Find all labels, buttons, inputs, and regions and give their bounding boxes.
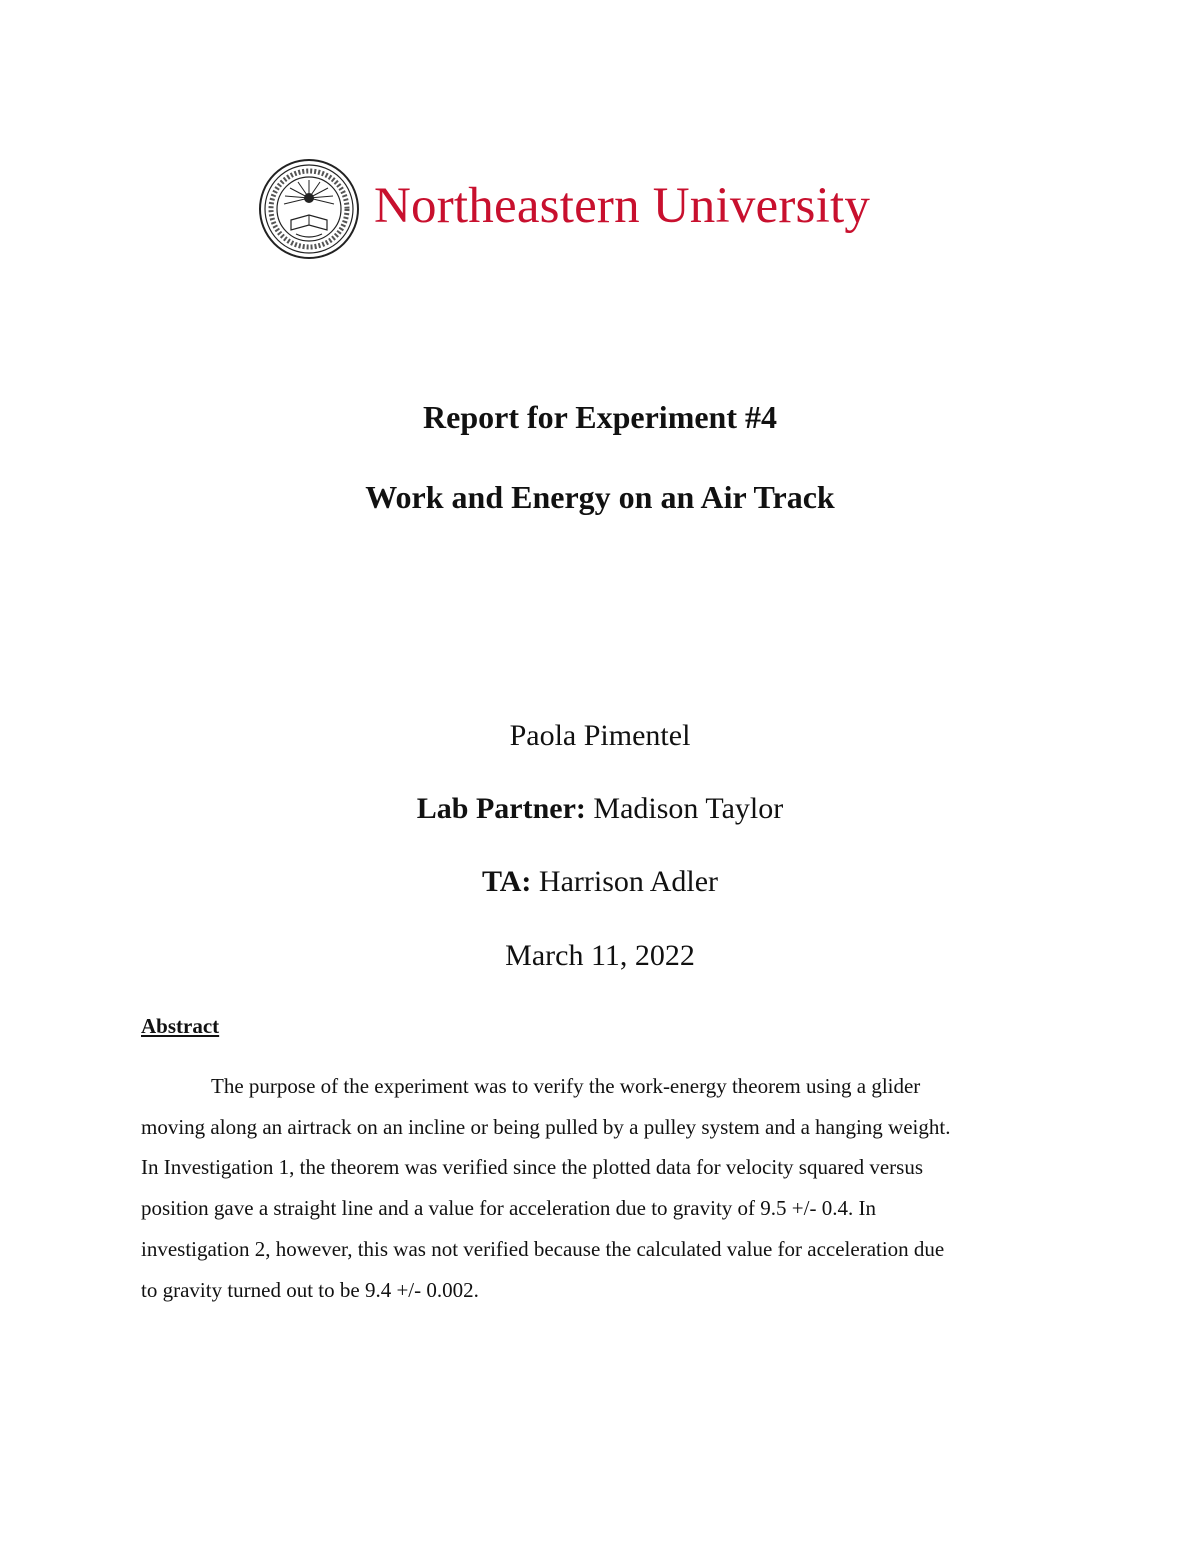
lab-partner-line xyxy=(0,790,1200,828)
university-logo xyxy=(258,158,948,264)
abstract-line: The purpose of the experiment was to verify the work-energy theorem using a glider xyxy=(211,1074,921,1098)
ta-name: Harrison Adler xyxy=(538,865,719,898)
lab-partner-name: Madison Taylor xyxy=(593,792,784,825)
abstract-line: moving along an airtrack on an incline or being pulled by a pulley system and a hanging weight. xyxy=(141,1115,951,1139)
ta-line xyxy=(0,863,1200,901)
report-title: Report for Experiment #4 xyxy=(423,399,777,435)
abstract-heading: Abstract xyxy=(141,1014,220,1038)
report-date: March 11, 2022 xyxy=(505,939,695,972)
university-seal-icon xyxy=(258,158,360,260)
report-subtitle: Work and Energy on an Air Track xyxy=(365,479,835,515)
lab-partner-label: Lab Partner: xyxy=(416,792,586,825)
abstract-line: investigation 2, however, this was not verified because the calculated value for acceleration due xyxy=(141,1237,945,1261)
university-wordmark: Northeastern University xyxy=(374,178,871,234)
author-name: Paola Pimentel xyxy=(509,719,691,752)
abstract-line: to gravity turned out to be 9.4 +/- 0.002. xyxy=(141,1278,479,1302)
ta-label: TA: xyxy=(481,865,532,898)
abstract-line: In Investigation 1, the theorem was verified since the plotted data for velocity squared versus xyxy=(141,1155,924,1179)
abstract-line: position gave a straight line and a value for acceleration due to gravity of 9.5 +/- 0.4. In xyxy=(141,1196,876,1220)
